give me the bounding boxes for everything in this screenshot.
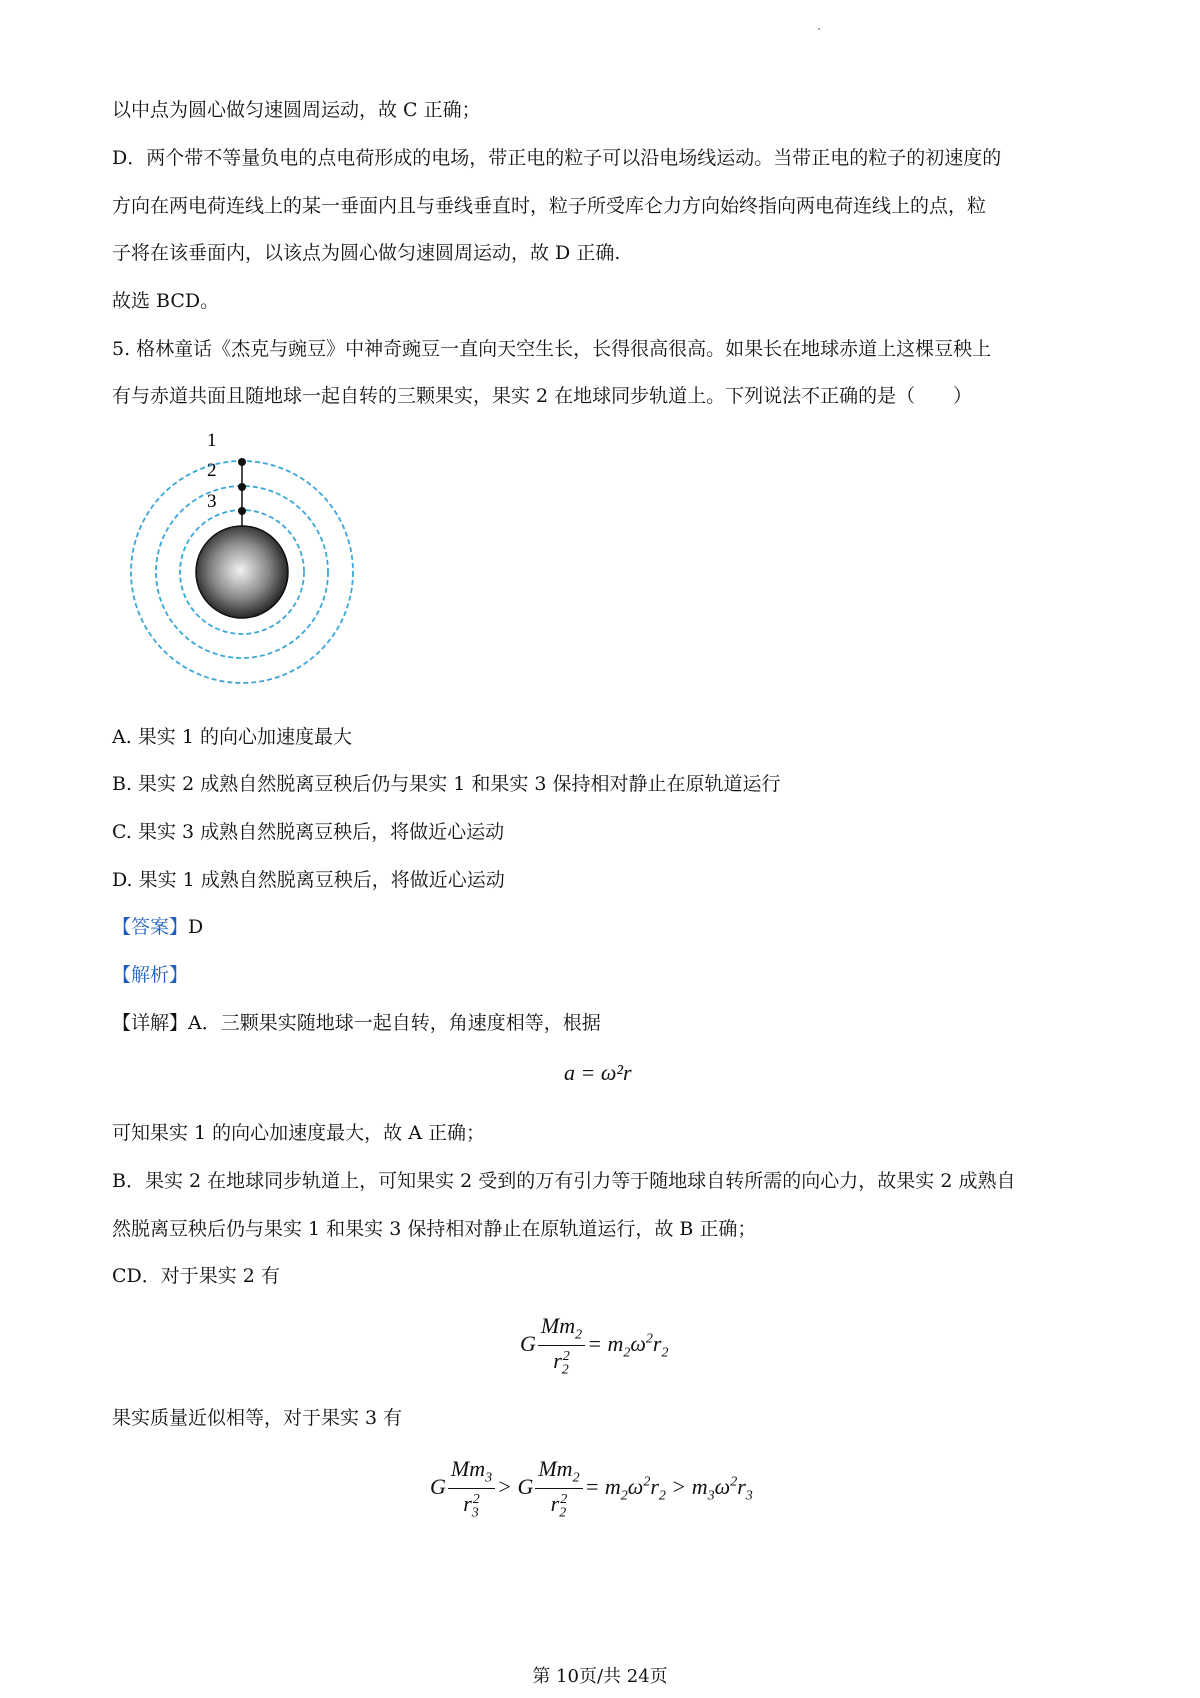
option-c: C. 果实 3 成熟自然脱离豆秧后，将做近心运动: [112, 821, 505, 843]
page-footer: 第 10页/共 24页: [532, 1666, 668, 1687]
detail-tag: 【详解】: [112, 1012, 189, 1034]
option-b: B. 果实 2 成熟自然脱离豆秧后仍与果实 1 和果实 3 保持相对静止在原轨道运行: [112, 773, 781, 795]
label-3: 3: [207, 491, 217, 512]
paragraph-5: 故选 BCD。: [112, 290, 220, 312]
analysis-line-6: 果实质量近似相等，对于果实 3 有: [112, 1407, 403, 1429]
earth: [196, 526, 288, 618]
answer-value: D: [188, 916, 204, 938]
fruit-1: [238, 458, 246, 466]
option-d: D. 果实 1 成熟自然脱离豆秧后，将做近心运动: [112, 869, 505, 891]
label-1: 1: [207, 430, 217, 451]
paragraph-1: 以中点为圆心做匀速圆周运动，故 C 正确；: [112, 99, 481, 121]
equation-2: G $\frac{Mm_2}{r_2^2}$ = $m_2\omega^2r_2$: [520, 1313, 669, 1378]
equation-3: G $\frac{Mm_3}{r_3^2}$ > G $\frac{Mm_2}{r_2^2}$ = $m_2\omega^2r_2 > m_3\omega^2r_3$: [430, 1456, 753, 1521]
analysis-line-3: B．果实 2 在地球同步轨道上，可知果实 2 受到的万有引力等于随地球自转所需的向心力，故果实 2 成熟自: [112, 1170, 1016, 1192]
scan-speck: [818, 28, 820, 30]
analysis-line-2: 可知果实 1 的向心加速度最大，故 A 正确；: [112, 1122, 485, 1144]
equation-1: a = ω²r: [564, 1060, 632, 1085]
answer-line: [112, 915, 203, 939]
detail-text: A．三颗果实随地球一起自转，角速度相等，根据: [188, 1012, 601, 1034]
answer-tag: 【答案】: [112, 916, 189, 938]
question-stem-line-2: 有与赤道共面且随地球一起自转的三颗果实，果实 2 在地球同步轨道上。下列说法不正确的是（ ）: [112, 385, 973, 407]
question-stem-line-1: 5. 格林童话《杰克与豌豆》中神奇豌豆一直向天空生长，长得很高很高。如果长在地球赤道上这棵豆秧上: [112, 338, 992, 360]
orbit-diagram: [122, 425, 374, 697]
analysis-line-4: 然脱离豆秧后仍与果实 1 和果实 3 保持相对静止在原轨道运行，故 B 正确；: [112, 1218, 757, 1240]
label-2: 2: [207, 460, 217, 481]
analysis-line-5: CD．对于果实 2 有: [112, 1265, 280, 1287]
paragraph-2: D．两个带不等量负电的点电荷形成的电场，带正电的粒子可以沿电场线运动。当带正电的粒子的初速度的: [112, 147, 1002, 169]
option-a: A. 果实 1 的向心加速度最大: [112, 726, 352, 748]
paragraph-3: 方向在两电荷连线上的某一垂面内且与垂线垂直时，粒子所受库仑力方向始终指向两电荷连线上的点，粒: [112, 195, 987, 217]
analysis-tag: 【解析】: [112, 964, 189, 986]
detail-line-1: [112, 1011, 601, 1035]
fruit-2: [238, 483, 246, 491]
fruit-3: [238, 507, 246, 515]
paragraph-4: 子将在该垂面内，以该点为圆心做匀速圆周运动，故 D 正确.: [112, 242, 621, 264]
